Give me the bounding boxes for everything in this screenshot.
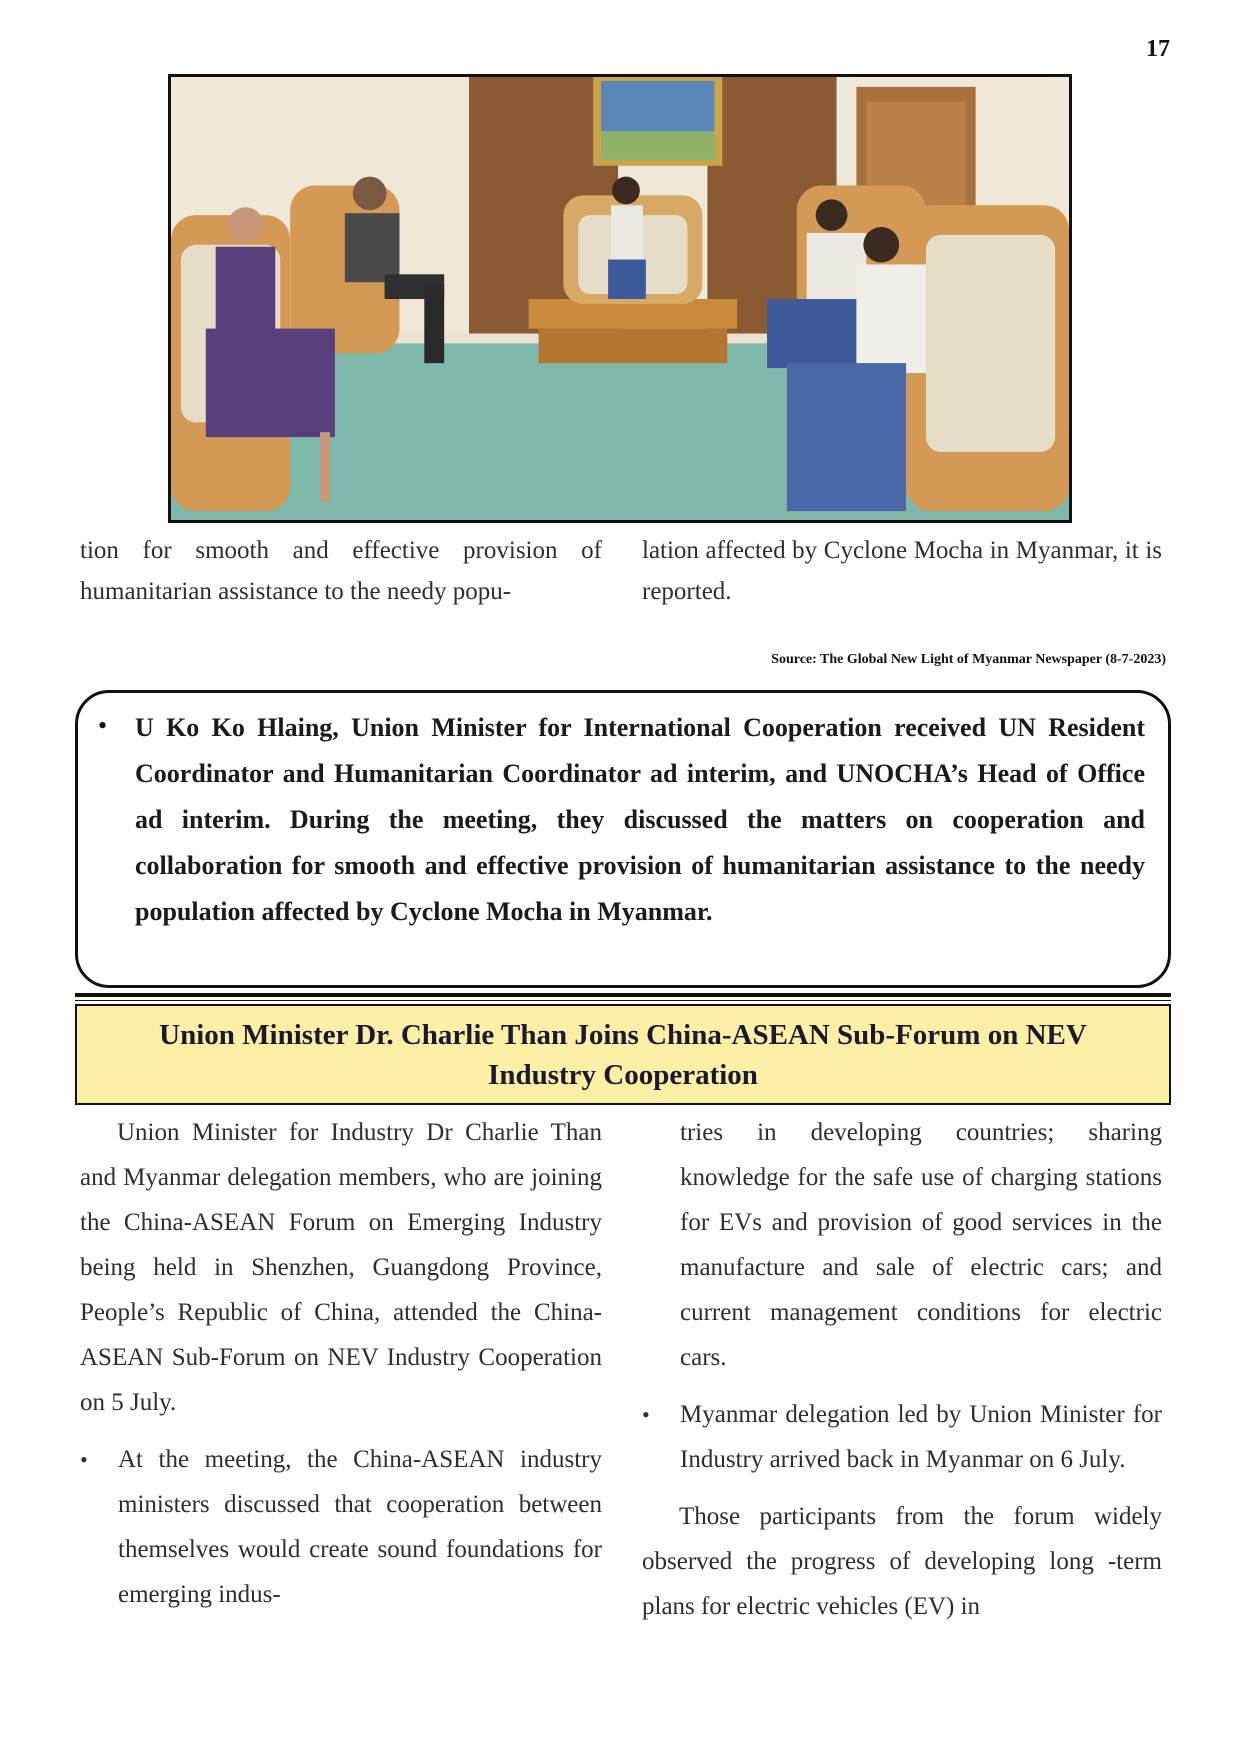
divider-thin — [75, 1000, 1171, 1001]
bullet-icon: • — [642, 1402, 650, 1427]
source-credit: Source: The Global New Light of Myanmar Newspaper (8-7-2023) — [771, 652, 1166, 667]
meeting-photo — [168, 74, 1072, 523]
page-number: 17 — [1146, 36, 1170, 62]
article-intro: Union Minister for Industry Dr Charlie Than and Myanmar delegation members, who are joining the China-ASEAN Forum on Emerging Industry being held in Shenzhen, Guangdong Province, People’s Republic of China, attended the China-ASEAN Sub-Forum on NEV Industry Cooperation on 5 July. — [80, 1119, 602, 1416]
article-bullet-2: Myanmar delegation led by Union Minister for Industry arrived back in Myanmar on 6 July. — [680, 1401, 1162, 1473]
summary-box — [75, 690, 1171, 988]
article-column-left — [80, 1110, 602, 1629]
article-closing: Those participants from the forum widely observed the progress of developing long -term plans for electric vehicles (EV) in — [642, 1503, 1162, 1620]
article-bullet-1: At the meeting, the China-ASEAN industry ministers discussed that cooperation between themselves would create sound foundations for emerging indus- — [118, 1446, 602, 1608]
divider-thick — [75, 993, 1171, 997]
article-bullet-1-continued: tries in developing countries; sharing knowledge for the safe use of charging stations for EVs and provision of good services in the manufacture and sale of electric cars; and current management conditions for electric cars. — [680, 1119, 1162, 1371]
continuation-left — [80, 530, 602, 612]
article-headline: Union Minister Dr. Charlie Than Joins China-ASEAN Sub-Forum on NEV Industry Cooperation — [159, 1018, 1087, 1091]
continuation-left-text: tion for smooth and effective provision of humanitarian assistance to the needy popu- — [80, 537, 602, 605]
list-item — [642, 1392, 1162, 1482]
summary-text: U Ko Ko Hlaing, Union Minister for International Cooperation received UN Resident Coordinator and Humanitarian Coordinator ad interim, and UNOCHA’s Head of Office ad interim. During the meeting, they discussed the matters on cooperation and collaboration for smooth and effective provision of humanitarian assistance to the needy population affected by Cyclone Mocha in Myanmar. — [135, 713, 1145, 926]
bullet-icon: • — [80, 1447, 88, 1472]
bullet-icon: • — [98, 711, 108, 740]
meeting-photo-icon — [171, 77, 1069, 520]
continuation-right-text: lation affected by Cyclone Mocha in Myanmar, it is reported. — [642, 537, 1162, 605]
list-item — [80, 1437, 602, 1617]
article-headline-box — [75, 1004, 1171, 1105]
article-column-right — [642, 1110, 1162, 1641]
continuation-right — [642, 530, 1162, 612]
